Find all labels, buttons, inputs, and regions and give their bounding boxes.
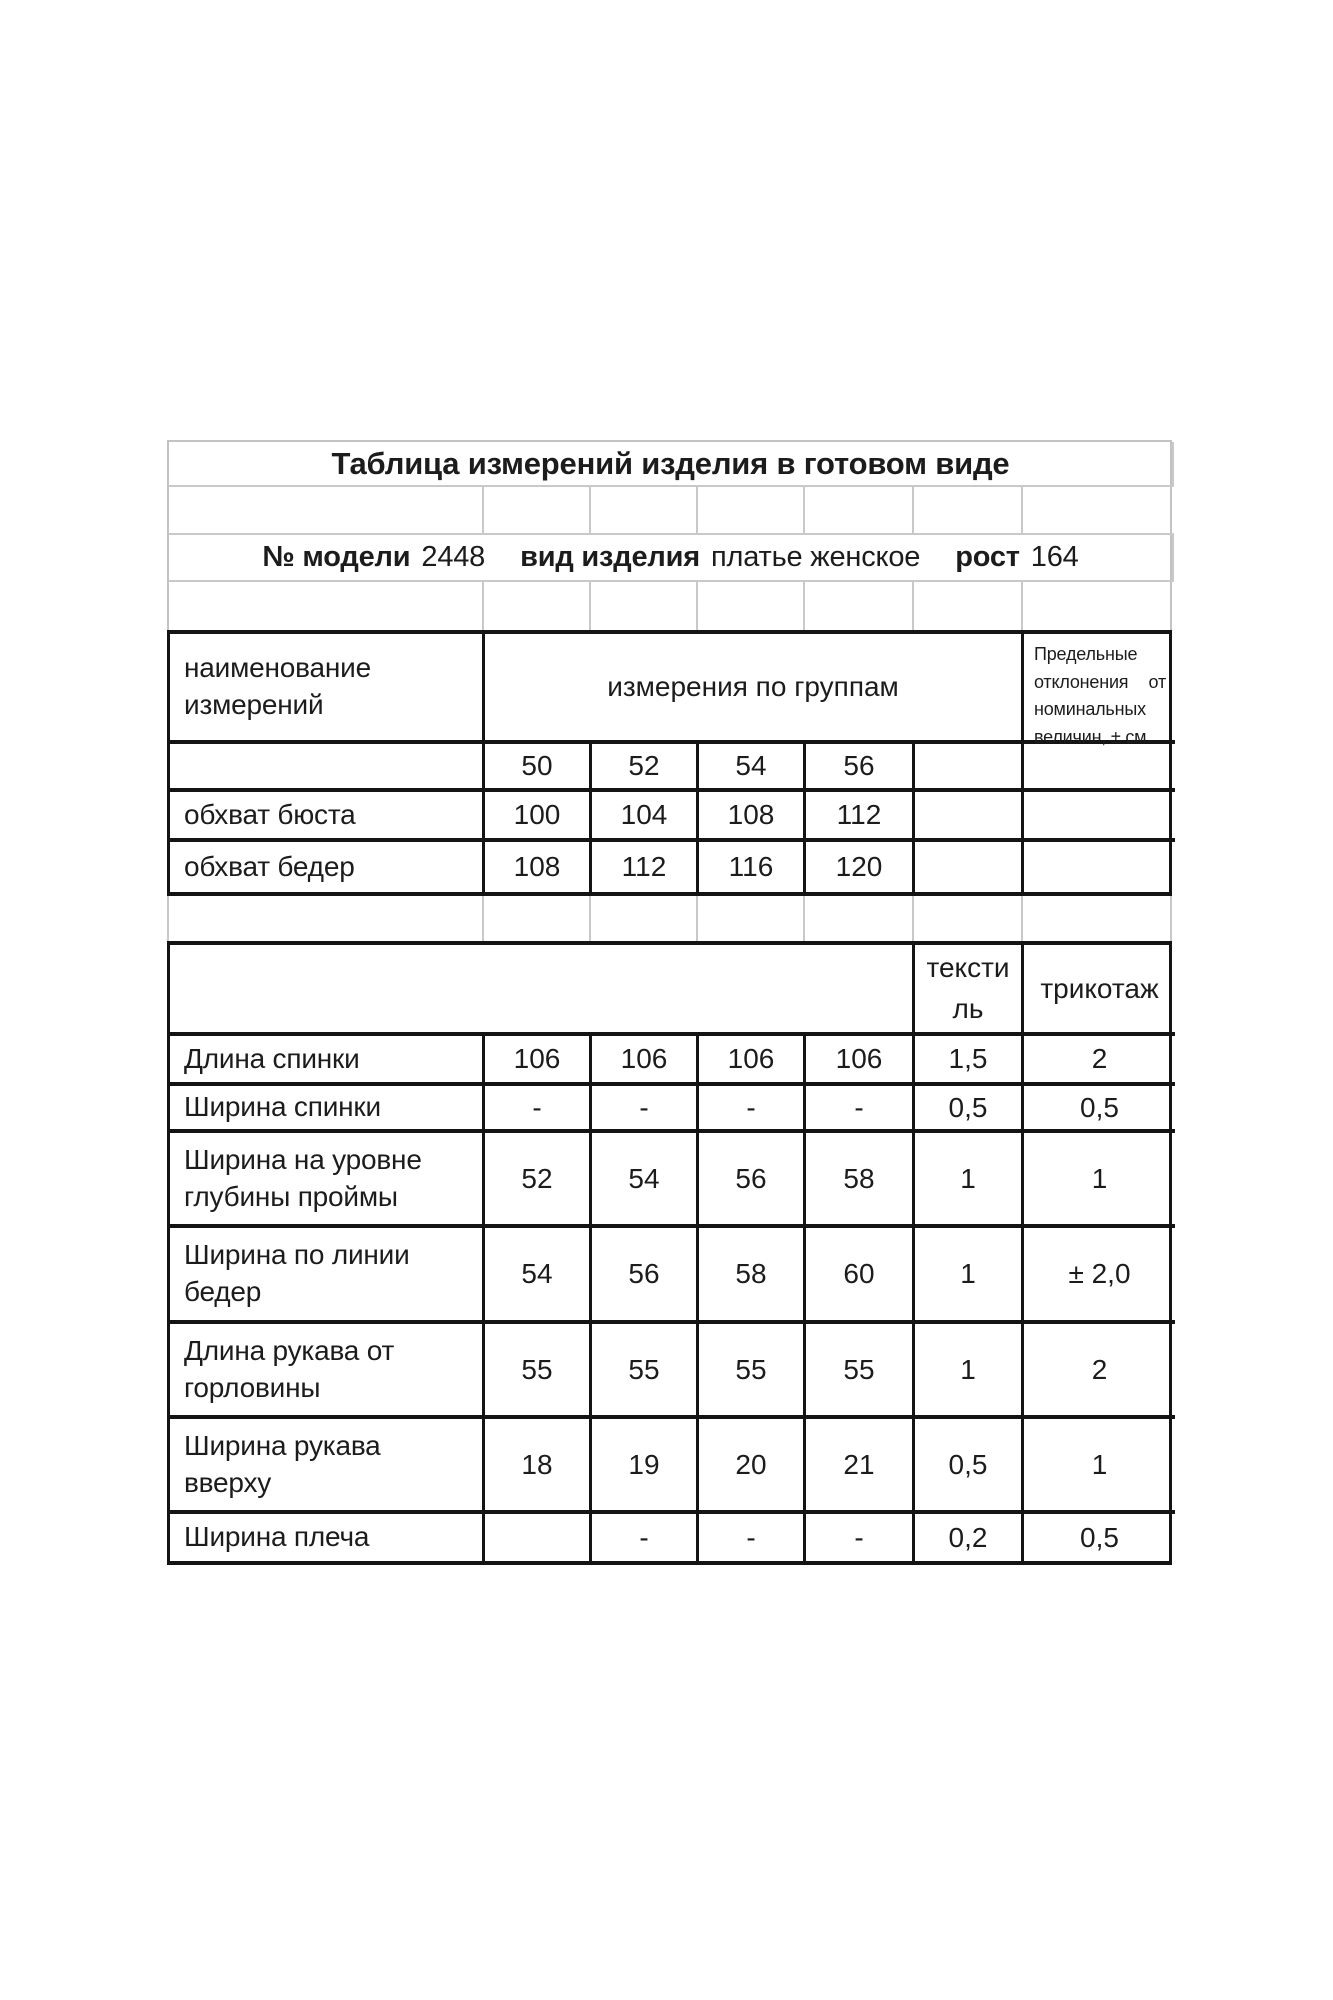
empty-cell: [169, 582, 484, 630]
textile-tolerance-cell: 0,2: [915, 1514, 1024, 1561]
value-cell: 120: [806, 842, 915, 892]
measurement-name-header: наименование измерений: [170, 634, 485, 744]
value-cell: -: [699, 1086, 806, 1133]
empty-cell: [914, 582, 1023, 630]
spacer-row: [167, 896, 1172, 941]
textile-header: текстиль: [915, 945, 1024, 1036]
empty-cell: [805, 582, 914, 630]
empty-cell: [914, 487, 1023, 535]
row-label: Ширина плеча: [170, 1514, 485, 1561]
model-info-row: [169, 535, 1174, 582]
page-title: Таблица измерений изделия в готовом виде: [169, 442, 1174, 487]
empty-cell: [698, 487, 805, 535]
empty-cell: [1023, 896, 1174, 941]
value-cell: 18: [485, 1419, 592, 1514]
row-label: обхват бедер: [170, 842, 485, 892]
value-cell: -: [592, 1086, 699, 1133]
value-cell: 56: [699, 1133, 806, 1228]
value-cell: 112: [592, 842, 699, 892]
empty-cell: [1024, 842, 1175, 892]
row-label: Ширина на уровне глубины проймы: [170, 1133, 485, 1228]
empty-cell: [915, 744, 1024, 792]
garment-measurements-table: [167, 941, 1172, 1565]
row-label: обхват бюста: [170, 792, 485, 842]
textile-tolerance-cell: 0,5: [915, 1086, 1024, 1133]
value-cell: 54: [592, 1133, 699, 1228]
empty-cell: [915, 842, 1024, 892]
knit-tolerance-cell: 0,5: [1080, 1521, 1119, 1553]
textile-tolerance-cell: 1,5: [915, 1036, 1024, 1086]
value-cell: 19: [592, 1419, 699, 1514]
value-cell: 55: [592, 1324, 699, 1419]
value-cell: -: [592, 1514, 699, 1561]
empty-cell: [169, 487, 484, 535]
empty-cell: [915, 792, 1024, 842]
model-number-label: № модели: [262, 541, 411, 573]
empty-cell: [1024, 744, 1175, 792]
value-cell: 108: [699, 792, 806, 842]
value-cell: 58: [806, 1133, 915, 1228]
size-header: 50: [485, 744, 592, 792]
empty-cell: [591, 487, 698, 535]
empty-cell: [484, 896, 591, 941]
value-cell: 100: [485, 792, 592, 842]
value-cell: 106: [806, 1036, 915, 1086]
row-label: Длина спинки: [170, 1036, 485, 1086]
measurement-sheet: [167, 440, 1172, 1565]
empty-cell: [805, 896, 914, 941]
row-label: Ширина по линии бедер: [170, 1228, 485, 1324]
value-cell: 56: [592, 1228, 699, 1324]
value-cell: -: [699, 1514, 806, 1561]
knit-tolerance-cell: 2: [1024, 1036, 1175, 1086]
value-cell: 20: [699, 1419, 806, 1514]
textile-tolerance-cell: 1: [915, 1133, 1024, 1228]
row-label: Ширина рукава вверху: [170, 1419, 485, 1514]
value-cell: 116: [699, 842, 806, 892]
top-section: [167, 440, 1172, 630]
value-cell: 21: [806, 1419, 915, 1514]
empty-cell: [591, 896, 698, 941]
textile-tolerance-cell: 1: [915, 1228, 1024, 1324]
body-measurements-table: [167, 630, 1172, 896]
size-header: 52: [592, 744, 699, 792]
empty-cell: [169, 896, 484, 941]
value-cell: 54: [485, 1228, 592, 1324]
value-cell: 106: [699, 1036, 806, 1086]
value-cell: 58: [699, 1228, 806, 1324]
empty-cell: [170, 744, 485, 792]
knit-tolerance-cell: 1: [1024, 1419, 1175, 1514]
knit-tolerance-cell: ± 2,0: [1024, 1228, 1175, 1324]
height-value: 164: [1030, 541, 1079, 573]
empty-cell: [484, 582, 591, 630]
empty-cell: [698, 582, 805, 630]
empty-cell: [1024, 792, 1175, 842]
value-cell: 104: [592, 792, 699, 842]
value-cell: -: [806, 1514, 915, 1561]
groups-header: измерения по группам: [485, 634, 1024, 744]
knit-header: трикотаж: [1024, 945, 1175, 1036]
empty-cell: [914, 896, 1023, 941]
empty-cell: [170, 945, 915, 1036]
product-type-value: платье женское: [710, 541, 921, 573]
value-cell: -: [485, 1086, 592, 1133]
value-cell: [485, 1514, 592, 1561]
value-cell: 112: [806, 792, 915, 842]
value-cell: -: [806, 1086, 915, 1133]
value-cell: 106: [485, 1036, 592, 1086]
value-cell: 55: [806, 1324, 915, 1419]
model-number-value: 2448: [421, 541, 486, 573]
empty-cell: [698, 896, 805, 941]
size-header: 54: [699, 744, 806, 792]
empty-cell: [484, 487, 591, 535]
empty-cell: [805, 487, 914, 535]
textile-tolerance-cell: 0,5: [915, 1419, 1024, 1514]
tolerance-header: Предельные отклонения от номинальных величин, ± см.: [1024, 634, 1175, 744]
value-cell: 55: [485, 1324, 592, 1419]
value-cell: 108: [485, 842, 592, 892]
empty-cell: [1023, 582, 1174, 630]
value-cell: 106: [592, 1036, 699, 1086]
row-label: Ширина спинки: [170, 1086, 485, 1133]
textile-tolerance-cell: 1: [915, 1324, 1024, 1419]
row-label: Длина рукава от горловины: [170, 1324, 485, 1419]
value-cell: 52: [485, 1133, 592, 1228]
empty-cell: [591, 582, 698, 630]
height-label: рост: [955, 541, 1020, 573]
product-type-label: вид изделия: [520, 541, 700, 573]
empty-cell: [1023, 487, 1174, 535]
knit-tolerance-cell: 2: [1024, 1324, 1175, 1419]
knit-tolerance-cell: 1: [1024, 1133, 1175, 1228]
value-cell: 60: [806, 1228, 915, 1324]
knit-tolerance-cell: 0,5: [1024, 1086, 1175, 1133]
value-cell: 55: [699, 1324, 806, 1419]
size-header: 56: [806, 744, 915, 792]
